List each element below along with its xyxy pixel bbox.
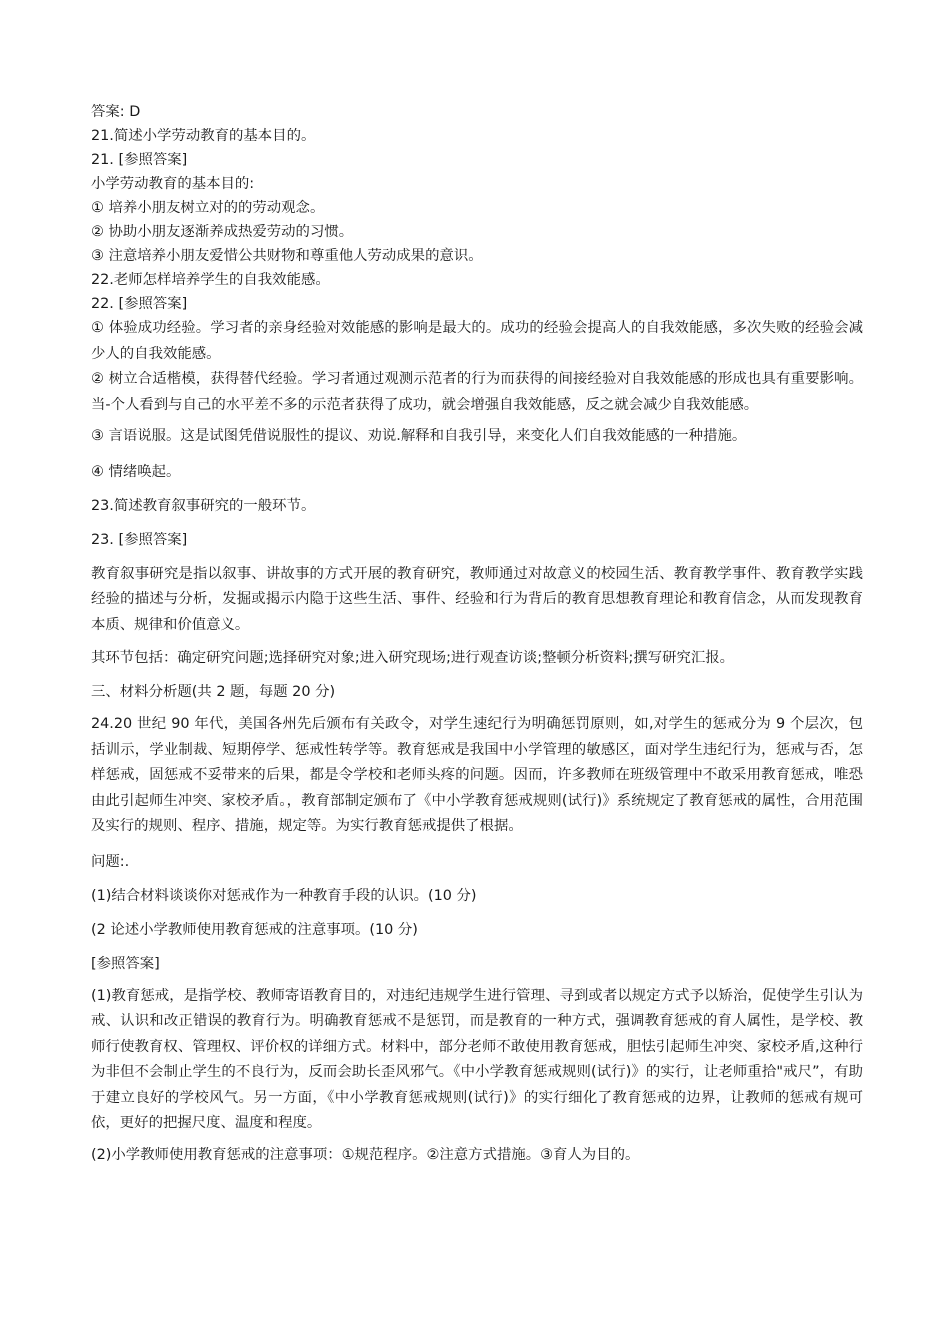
q24-answer-1: (1)教育惩戒，是指学校、教师寄语教育目的，对违纪违规学生进行管理、寻到或者以规定方式予以矫治，促使学生引认为戒、认识和改正错误的教育行为。明确教育惩戒不是惩罚，而是教育的一种方式，强调教育惩戒的育人属性，是学校、教师行使教育权、管理权、评价权的详细方式。材料中，部分老师不敢使用教育惩戒，胆怯引起师生冲突、家校矛盾,这种行为非但不会制止学生的不良行为，反而会助长歪风邪气。《中小学教育惩戒规则(试行)》的实行，让老师重拾"戒尺”，有助于建立良好的学校风气。另一方面，《中小学教育惩戒规则(试行)》的实行细化了教育惩戒的边界，让教师的惩戒有规可依，更好的把握尺度、温度和程度。 [91,987,863,1131]
q22-point-2: ② 树立合适楷模，获得替代经验。学习者通过观测示范者的行为而获得的间接经验对自我效能感的形成也具有重要影响。当-个人看到与自己的水平差不多的示范者获得了成功，就会增强自我效能感，反之就会减少自我效能感。 [91,371,863,413]
q24-sub-question-2: (2 论述小学教师使用教育惩戒的注意事项。(10 分) [91,921,418,938]
q24-material: 24.20 世纪 90 年代，美国各州先后颁布有关政令，对学生速纪行为明确惩罚原则，如,对学生的惩戒分为 9 个层次，包括训示，学业制裁、短期停学、惩戒性转学等。教育惩戒是我国中小学管理的敏感区，面对学生违纪行为，惩戒与否，怎样惩戒，固惩戒不妥带来的后果，都是令学校和老师头疼的问题。因而，许多教师在班级管理中不敢采用教育惩戒，唯恐由此引起师生冲突、家校矛盾。，教育部制定颁布了《中小学教育惩戒规则(试行)》系统规定了教育惩戒的属性，合用范围及实行的规则、程序、措施，规定等。为实行教育惩戒提供了根据。 [91,716,863,834]
q24-answer-label: [参照答案] [91,955,160,972]
section3-heading: 三、材料分析题(共 2 题，每题 20 分) [91,684,336,700]
q21-intro: 小学劳动教育的基本目的: [91,176,255,192]
q22-point-3: ③ 言语说服。这是试图凭借说服性的提议、劝说.解释和自我引导，来变化人们自我效能感的一种措施。 [91,428,747,444]
q23-steps: 其环节包括：确定研究问题;选择研究对象;进入研究现场;进行观查访谈;整顿分析资料;撰写研究汇报。 [91,650,735,666]
q23-paragraph: 教育叙事研究是指以叙事、讲故事的方式开展的教育研究，教师通过对故意义的校园生活、教育教学事件、教育教学实践经验的描述与分析，发掘或揭示内隐于这些生活、事件、经验和行为背后的教育思想教育理论和教育信念，从而发现教育本质、规律和价值意义。 [91,565,863,633]
q21-point-1: ① 培养小朋友树立对的的劳动观念。 [91,200,325,216]
document-page [91,100,863,1167]
q24-answer-2: (2)小学教师使用教育惩戒的注意事项：①规范程序。②注意方式措施。③育人为目的。 [91,1146,640,1163]
q22-question: 22.老师怎样培养学生的自我效能感。 [91,272,330,288]
q21-question: 21.简述小学劳动教育的基本目的。 [91,128,316,144]
q22-answer-label: 22. [参照答案] [91,296,188,312]
q22-point-1: ① 体验成功经验。学习者的亲身经验对效能感的影响是最大的。成功的经验会提高人的自我效能感，多次失败的经验会减少人的自我效能感。 [91,320,863,362]
q24-sub-question-1: (1)结合材料谈谈你对惩戒作为一种教育手段的认识。(10 分) [91,887,477,904]
q23-answer-label: 23. [参照答案] [91,531,188,548]
q22-point-4: ④ 情绪唤起。 [91,463,181,480]
q23-question: 23.简述教育叙事研究的一般环节。 [91,497,316,514]
q21-point-3: ③ 注意培养小朋友爱惜公共财物和尊重他人劳动成果的意识。 [91,248,483,264]
q24-questions-label: 问题:. [91,853,130,870]
q20-answer: 答案: D [91,104,141,120]
q21-point-2: ② 协助小朋友逐渐养成热爱劳动的习惯。 [91,224,354,240]
q21-answer-label: 21. [参照答案] [91,152,188,168]
